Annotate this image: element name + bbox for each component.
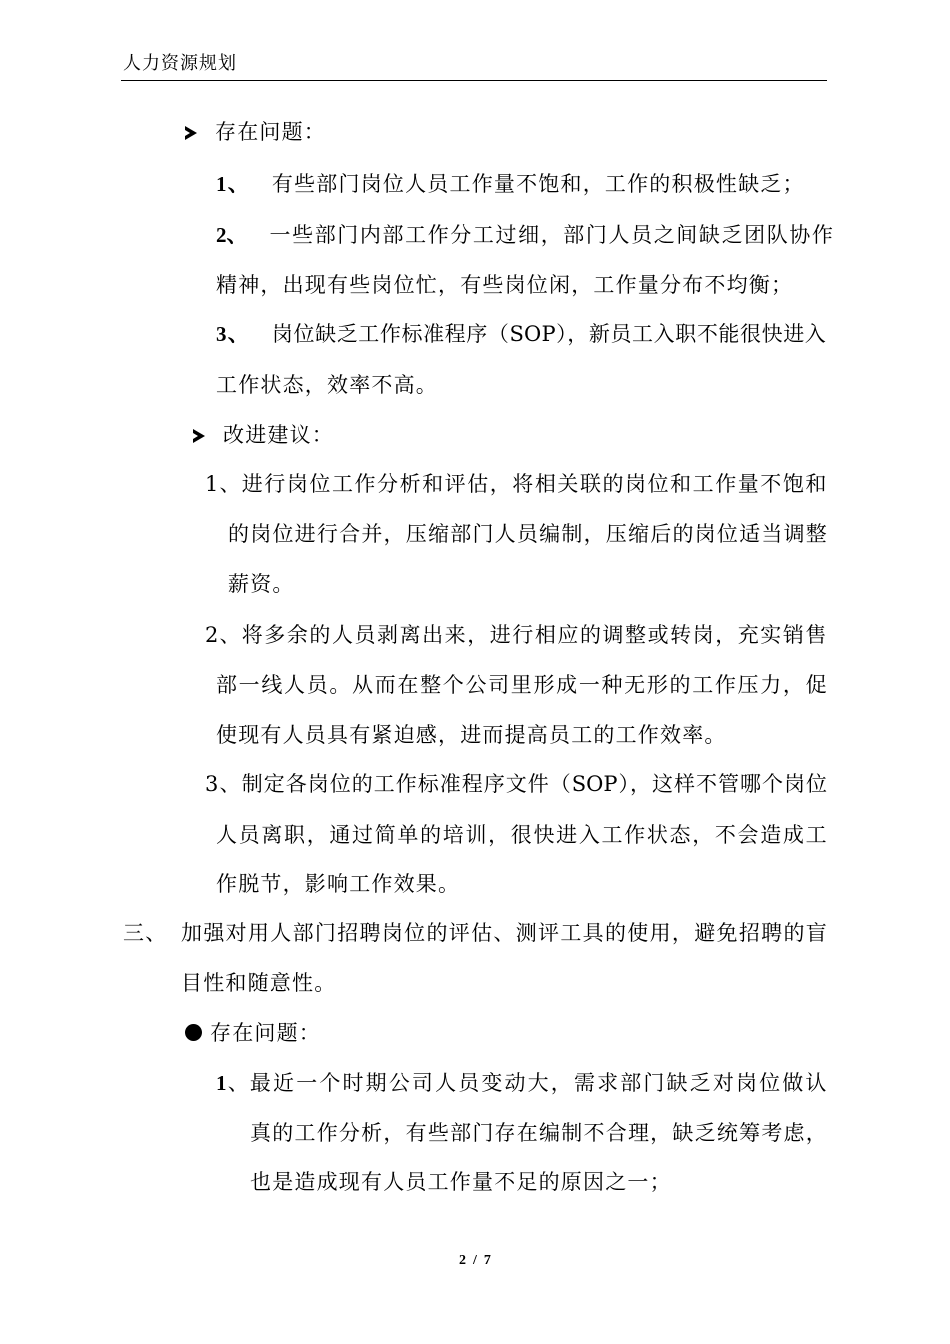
problems-heading-label: 存在问题： — [210, 1021, 321, 1045]
header-rule — [121, 80, 827, 81]
section-three-problems-heading — [185, 1018, 321, 1048]
problem-text: 有些部门岗位人员工作量不饱和，工作的积极性缺乏； — [271, 172, 805, 196]
section-three-heading — [123, 918, 827, 948]
header-title: 人力资源规划 — [123, 53, 237, 74]
suggestion-text: 将多余的人员剥离出来，进行相应的调整或转岗，充实销售 — [241, 623, 827, 647]
suggestion-text-continued: 薪资。 — [228, 572, 295, 596]
suggestion-number: 1、 — [205, 472, 242, 496]
suggestion-text-continued: 的岗位进行合并，压缩部门人员编制，压缩后的岗位适当调整 — [228, 522, 827, 546]
problem-number: 1、 — [216, 172, 250, 196]
problem-item-1 — [216, 169, 805, 199]
problem-text-continued: 工作状态，效率不高。 — [216, 373, 438, 397]
arrow-bullet-icon — [185, 126, 197, 140]
suggestion-text-continued: 人员离职，通过简单的培训，很快进入工作状态，不会造成工 — [216, 823, 827, 847]
problem-separator: 、 — [227, 1071, 250, 1095]
suggestion-text-continued: 部一线人员。从而在整个公司里形成一种无形的工作压力，促 — [216, 673, 827, 697]
section-three-problem-item-1 — [216, 1068, 827, 1098]
problem-number: 1 — [216, 1071, 228, 1095]
suggestion-text: 制定各岗位的工作标准程序文件（SOP），这样不管哪个岗位 — [241, 772, 827, 796]
problem-text: 岗位缺乏工作标准程序（SOP），新员工入职不能很快进入 — [271, 322, 826, 346]
suggestion-text: 进行岗位工作分析和评估，将相关联的岗位和工作量不饱和 — [241, 472, 827, 496]
problem-text-continued: 精神，出现有些岗位忙，有些岗位闲，工作量分布不均衡； — [216, 273, 794, 297]
arrow-bullet-icon — [193, 429, 205, 443]
suggestion-item-3 — [205, 769, 827, 799]
suggestions-heading — [193, 420, 334, 450]
problem-text-continued: 也是造成现有人员工作量不足的原因之一； — [250, 1170, 672, 1194]
suggestion-item-1 — [205, 469, 827, 499]
problems-heading — [185, 117, 326, 147]
problem-text: 一些部门内部工作分工过细，部门人员之间缺乏团队协作 — [269, 223, 835, 247]
suggestion-number: 3、 — [205, 772, 242, 796]
section-number: 三、 — [123, 921, 168, 945]
problem-number: 3、 — [216, 322, 250, 346]
suggestion-number: 2、 — [205, 623, 242, 647]
problem-item-3 — [216, 319, 826, 349]
suggestions-heading-label: 改进建议： — [223, 423, 334, 447]
problem-item-2 — [216, 220, 835, 250]
circle-bullet-icon — [185, 1024, 202, 1041]
problem-text-continued: 真的工作分析，有些部门存在编制不合理，缺乏统筹考虑， — [250, 1121, 827, 1145]
suggestion-item-2 — [205, 620, 827, 650]
problems-heading-label: 存在问题： — [215, 120, 326, 144]
section-heading-text: 加强对用人部门招聘岗位的评估、测评工具的使用，避免招聘的盲 — [181, 921, 827, 945]
suggestion-text-continued: 作脱节，影响工作效果。 — [216, 872, 461, 896]
problem-text: 最近一个时期公司人员变动大，需求部门缺乏对岗位做认 — [249, 1071, 827, 1095]
section-heading-continued: 目性和随意性。 — [181, 971, 337, 995]
suggestion-text-continued: 使现有人员具有紧迫感，进而提高员工的工作效率。 — [216, 723, 727, 747]
problem-number: 2、 — [216, 223, 248, 247]
page-number: 2 / 7 — [459, 1253, 491, 1268]
